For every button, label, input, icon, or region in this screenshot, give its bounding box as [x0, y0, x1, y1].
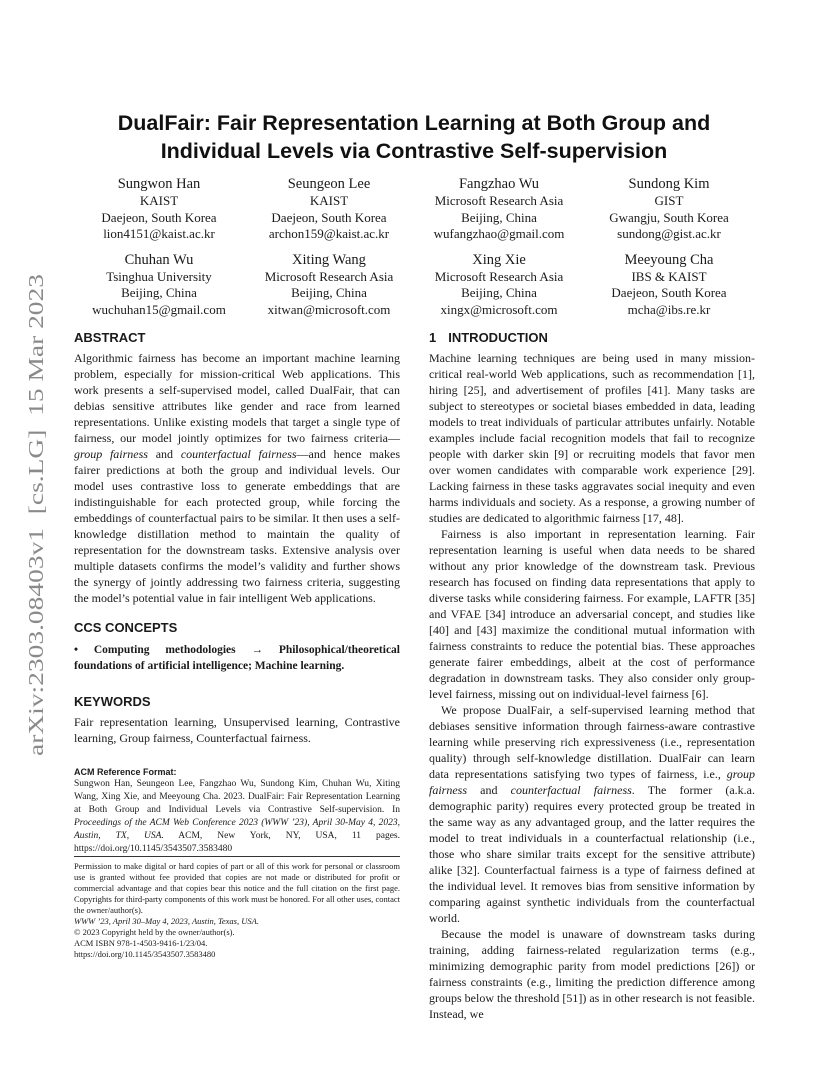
author-name: Meeyoung Cha: [624, 251, 714, 268]
author-card: [74, 175, 244, 243]
acm-reference-text: Sungwon Han, Seungeon Lee, Fangzhao Wu, Sundong Kim, Chuhan Wu, Xiting Wang, Xing Xie, and Meeyoung Cha. 2023. DualFair: Fair Representation Learning at Both Group and Individual Levels via Contrastive Self-supervision. In Proceedings of the ACM Web Conference 2023 (WWW ’23), April 30-May 4, 2023, Austin, TX, USA. ACM, New York, NY, USA, 11 pages. https://doi.org/10.1145/3543507.3583480: [74, 779, 400, 854]
title-line-1: DualFair: Fair Representation Learning at Both Group and: [117, 111, 711, 135]
keywords-text: Fair representation learning, Unsupervised learning, Contrastive learning, Group fairness, Counterfactual fairness.: [74, 715, 400, 745]
author-name: Fangzhao Wu: [458, 176, 540, 192]
author-email: sundong@gist.ac.kr: [617, 226, 721, 241]
author-location: Beijing, China: [461, 285, 537, 300]
author-affiliation: Microsoft Research Asia: [264, 268, 394, 284]
author-card: [584, 175, 754, 243]
author-affiliation: Tsinghua University: [106, 268, 212, 284]
author-location: Gwangju, South Korea: [609, 209, 729, 225]
author-affiliation: Microsoft Research Asia: [434, 193, 564, 208]
copyright-footnote: [74, 856, 400, 960]
intro-paragraph-1: Machine learning techniques are being used in many mission-critical real-world Web applications, such as recommendation [1], hiring [25], and advertisement of profiles [41]. Many tasks are subject to stereotypes or societal biases embedded in data, leading models to treat individuals of particular attributes unfairly. Notable examples include facial recognition models that fail to recognize people with darker skin [9] or recruiting models that favor men over women candidates with comparable work experience [29]. Lacking fairness in these tasks aggravates social inequity and even harms individuals and society. As a response, a growing number of studies are dedicated to algorithmic fairness [17, 48].: [429, 351, 755, 525]
author-email: xitwan@microsoft.com: [267, 301, 391, 317]
author-name: Sundong Kim: [628, 176, 710, 192]
right-column: [429, 330, 755, 1022]
author-email: mcha@ibs.re.kr: [627, 301, 711, 317]
author-email: wufangzhao@gmail.com: [433, 226, 565, 241]
author-location: Beijing, China: [461, 209, 537, 225]
copyright-line: © 2023 Copyright held by the owner/author(s).: [74, 927, 235, 937]
author-card: [244, 175, 414, 243]
author-name: Xing Xie: [472, 251, 526, 268]
keywords-heading: KEYWORDS: [74, 694, 151, 709]
author-name: Seungeon Lee: [287, 176, 371, 192]
author-row-2: [74, 251, 754, 319]
ccs-text: • Computing methodologies → Philosophical/theoretical foundations of artificial intelligence; Machine learning.: [74, 644, 400, 672]
permission-notice: Permission to make digital or hard copies of part or all of this work for personal or classroom use is granted without fee provided that copies are not made or distributed for profit or commercial advantage and that copies bear this notice and the full citation on the first page. Copyrights for third-party components of this work must be honored. For all other uses, contact the owner/author(s).: [74, 861, 400, 915]
author-email: archon159@kaist.ac.kr: [268, 226, 390, 241]
author-location: Beijing, China: [121, 285, 197, 300]
acm-reference-heading: ACM Reference Format:: [74, 767, 177, 777]
doi-line: https://doi.org/10.1145/3543507.3583480: [74, 949, 216, 959]
author-email: xingx@microsoft.com: [440, 301, 558, 317]
author-card: [414, 251, 584, 319]
author-affiliation: Microsoft Research Asia: [434, 268, 564, 284]
left-column: [74, 330, 400, 856]
author-affiliation: IBS & KAIST: [631, 268, 707, 284]
author-location: Beijing, China: [291, 285, 367, 300]
title-line-2: Individual Levels via Contrastive Self-supervision: [160, 139, 668, 163]
author-affiliation: KAIST: [309, 193, 349, 208]
section-number: 1: [429, 330, 437, 345]
abstract-text: Algorithmic fairness has become an important machine learning problem, especially for mission-critical Web applications. This work presents a self-supervised model, called DualFair, that can debias sensitive attributes like gender and race from learned representations. Unlike existing models that target a single type of fairness, our model jointly optimizes for two fairness criteria—group fairness and counterfactual fairness—and hence makes fairer predictions at both the group and individual levels. Our model uses contrastive loss to generate embeddings that are indistinguishable for each protected group, while forcing the embeddings of counterfactual pairs to be similar. It then uses a self-knowledge distillation method to maintain the quality of representation for the downstream tasks. Extensive analysis over multiple datasets confirms the model’s validity and further shows the synergy of jointly addressing two fairness criteria, suggesting the model’s potential value in fair intelligent Web applications.: [74, 351, 400, 605]
abstract-heading: ABSTRACT: [74, 330, 146, 345]
author-name: Chuhan Wu: [124, 251, 194, 268]
author-name: Xiting Wang: [292, 251, 366, 268]
arxiv-identifier-text: arXiv:2303.08403v1 [cs.LG] 15 Mar 2023: [24, 378, 48, 756]
author-email: lion4151@kaist.ac.kr: [103, 226, 215, 241]
intro-paragraph-3: We propose DualFair, a self-supervised learning method that debiases sensitive information through fairness-aware contrastive learning while preserving rich expressiveness (i.e., representation quality) through self-knowledge distillation. DualFair can learn data representations satisfying two types of fairness, i.e., group fairness and counterfactual fairness. The former (a.k.a. demographic parity) requires every protected group be treated in the same way as any advantaged group, and the latter requires the model to treat individuals in a counterfactual relationship (i.e., those who share similar traits except for the sensitive attribute) alike [32]. Counterfactual fairness is a type of fairness defined at the individual level. It removes bias from sensitive information by comparing against synthetic individuals from the counterfactual world.: [429, 703, 755, 925]
author-block: [74, 175, 754, 326]
author-card: [74, 251, 244, 319]
author-row-1: [74, 175, 754, 243]
author-email: wuchuhan15@gmail.com: [92, 301, 226, 317]
author-location: Daejeon, South Korea: [101, 209, 217, 225]
conference-line: WWW ’23, April 30–May 4, 2023, Austin, Texas, USA.: [74, 916, 259, 926]
ccs-heading: CCS CONCEPTS: [74, 620, 178, 635]
intro-paragraph-2: Fairness is also important in representation learning. Fair representation learning is useful when data needs to be shared without any prior knowledge of the downstream task. Previous research has focused on finding data representations that apply to diverse tasks while considering fairness. For example, LAFTR [35] and VFAE [34] introduce an adversarial concept, and studies like [40] and [43] maximize the conditional mutual information with fairness constraints to reduce the potential bias. These approaches generate fairer embeddings, albeit at the cost of performance degradation in downstream tasks. They also consider only group-level fairness, missing out on individual-level fairness [6].: [429, 527, 755, 701]
author-card: [244, 251, 414, 319]
author-card: [584, 251, 754, 319]
author-location: Daejeon, South Korea: [611, 285, 727, 300]
author-affiliation: KAIST: [139, 193, 179, 208]
isbn-line: ACM ISBN 978-1-4503-9416-1/23/04.: [74, 938, 208, 948]
intro-paragraph-4: Because the model is unaware of downstream tasks during training, adding fairness-related regularization terms (e.g., minimizing demographic parity from model predictions [26]) or fairness constraints (e.g., limiting the prediction difference among groups below the threshold [51]) as in other research is not feasible. Instead, we: [429, 927, 755, 1021]
paper-title: [80, 109, 748, 165]
arxiv-identifier-stamp: [21, 272, 51, 756]
author-affiliation: GIST: [654, 193, 684, 208]
section-title-text: INTRODUCTION: [448, 330, 548, 345]
author-name: Sungwon Han: [117, 176, 201, 192]
author-card: [414, 175, 584, 243]
author-location: Daejeon, South Korea: [271, 209, 387, 225]
introduction-heading: [429, 330, 755, 346]
